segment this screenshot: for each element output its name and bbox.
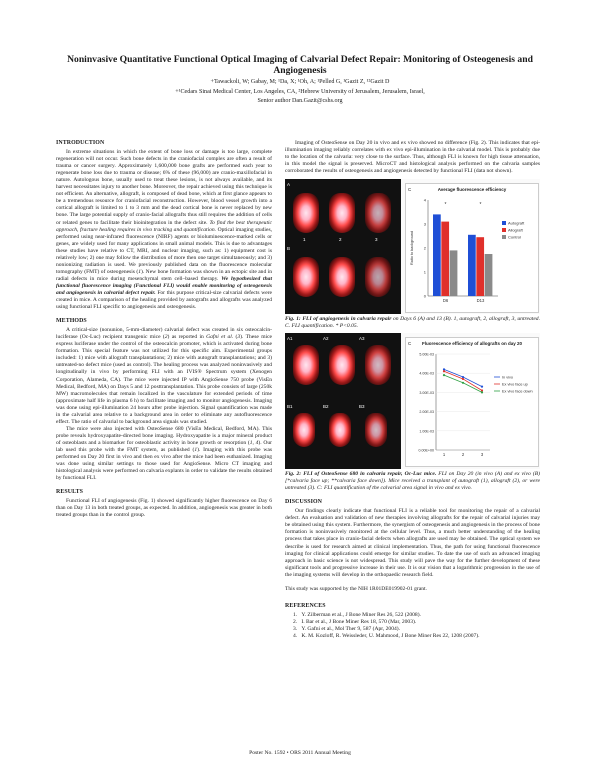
chart1-legend-swatch xyxy=(502,221,506,225)
methods-text-2-mid: ). Our lab used this probe with the FMT system, as published ( xyxy=(56,439,272,453)
intro-text-cont: Optical imaging studies, performed using near-infrared fluorescence (NIRF) agents or bioluminescence-marked cells or genes, are widely used for many applications in small animal models. This is due to advantages these studies have relative to CT, MRI, and nuclear imaging, such as: 1) equipment cost is relatively low; 2) one may follow the distribution of more then one target simultaneously; and 3) nonionizing radiation is used. We previously published data on the fluorescence molecular tomography (FMT) of osteogenesis ( xyxy=(56,226,272,275)
fig1-mouse-label-2: 2 xyxy=(339,237,342,243)
chart2-point xyxy=(443,368,445,370)
fig2-label-a3: A3 xyxy=(359,336,365,342)
affiliation-line: +¹Cedars Sinai Medical Center, Los Angeles, CA, ²Hebrew University of Jerusalem, Jerusalem, Israel, xyxy=(175,88,425,95)
chart1-legend-swatch xyxy=(502,228,506,232)
chart2-legend-label: Ex vivo face up xyxy=(502,382,528,387)
poster-footer: Poster No. 1592 • ORS 2011 Annual Meeting xyxy=(249,750,351,756)
discussion-paragraph: Our findings clearly indicate that functional FLI is a reliable tool for monitoring the repair of a calvarial defect. An evaluation and validation of new therapies involving allografts for the repair of calvarial injuries may be obtained using this system. Furthermore, the synergism of osteogenesis and angiogenesis in the process of bone formation is noninvasively monitored at the cellular level. Thus, a much better understanding of the healing process that takes place in cranio-facial defects when allografts are used may be obtained. The optical system we describe is used for research aimed at clinical implementation. Thus, the path for using functional fluorescence imaging for clinical applications could emerge for similar studies. To date the use of such an advanced imaging approach in basic science is not widespread. This study will pave the way for the further development of these significant tools and progressive increase in their use. It is our vision that a logarithmic progression in the use of the imaging systems will develop in the orthopaedic research field. xyxy=(285,508,540,578)
methods-ref4: 1 xyxy=(194,446,198,453)
fig2-label-b1: B1 xyxy=(287,404,293,410)
fig2-caption-bold: Fig. 2: FLI of OsteoSense 680 in calvaria repair, Oc-Luc mice. xyxy=(285,471,437,478)
reference-num: 4. xyxy=(293,632,298,639)
methods-paragraph-2 xyxy=(56,426,272,482)
left-column xyxy=(56,140,272,519)
contact-line: Senior author Dan.Gazit@cshs.org xyxy=(257,98,343,105)
chart1-y-tick-label: 2 xyxy=(423,245,426,251)
fig1-mouse-label-3: 3 xyxy=(375,237,378,243)
figure-2-caption xyxy=(285,471,540,492)
methods-ref3: 1, 4 xyxy=(249,439,259,446)
chart2-point xyxy=(481,386,483,388)
fig1-caption-bold: Fig. 1: FLI of angiogenesis in calvaria repair xyxy=(285,316,392,323)
fig2-label-a1: A1 xyxy=(287,336,293,342)
figure-1 xyxy=(285,179,540,314)
methods-text-rest: ). These mice express luciferase under the control of the osteocalcin promoter, which is activated during bone formation. This special feature was not utilized for this specific aim. Experimental groups included: 1) mice with allograft transplantations; 2) mice with autograft transplantations; and 3) untreated-no defect mice (used as control). The healing process was analyzed noninvasively and longitudinally in vivo by performing FLI with an IVIS® Spectrum system (Xenogen Corporation, Alameda, CA). The mice were injected IP with AngioSense 750 probe (VisEn Medical, Bedford, MA) on Days 5 and 12 posttransplantation. This probe consists of large (250k MW) macromolecules that remain localized in the vasculature for extended periods of time (approximate half life in plasma 6 h) to facilitate imaging and to monitor angiogenesis. Imaging was done using epi-illumination 24 hours after probe injection. Signal quantification was made in the calvarial area relative to a background area in order to eliminate any autofluorescence effect. The ratio of calvarial to background area signals was studied. xyxy=(56,334,272,425)
fig2-label-b3: B3 xyxy=(359,404,365,410)
mouse-image-b1 xyxy=(293,257,319,297)
paper-title: Noninvasive Quantitative Functional Optical Imaging of Calvarial Defect Repair: Monitoring of Osteogenesis and Angiogenesis xyxy=(67,54,533,76)
chart2-y-tick-label: 1.00E-03 xyxy=(419,429,434,434)
chart1-bar xyxy=(450,251,458,297)
mouse-image-a3 xyxy=(365,193,391,233)
chart1-bar xyxy=(468,235,476,296)
methods-text-mid: ) as reported in xyxy=(167,334,204,341)
author-block xyxy=(60,78,540,107)
figure-1-caption xyxy=(285,316,540,330)
mouse-image-a3 xyxy=(365,345,391,385)
mouse-image-a1 xyxy=(293,345,319,385)
fig1-caption-rest: on Days 6 (A) and 13 (B). 1, autograft, 2, allograft, 3, untreated. C. FLI quantification. * P<0.05. xyxy=(285,316,540,330)
chart2-point xyxy=(481,392,483,394)
chart-fluorescence-allografts-day20 xyxy=(405,337,539,467)
chart1-bar xyxy=(433,215,441,297)
chart1-bar xyxy=(441,222,449,296)
chart1-x-tick-label: D13 xyxy=(476,298,485,304)
reference-num: 1. xyxy=(293,611,298,618)
chart1-svg xyxy=(406,184,538,312)
chart1-bar xyxy=(485,254,493,296)
reference-item xyxy=(293,633,540,640)
intro-text: In extreme situations in which the extent of bone loss or damage is too large, complete regeneration will not occur. Such bone defects in the craniofacial complex are often a result of trauma or cancer surgery. Approximately 1,600,000 bone grafts are performed each year to regenerate bone loss due to trauma or disease; 6% of these (96,000) are cranio-maxillofacial in nature. Autologous bone, usually used to treat these lesions, is not always available, and its harvest necessitates injury to another bone. Moreover, the repair achieved using this technique is not efficient. An alternative, allograft, is composed of dead bone, which at first glance appears to be a tremendous resource for craniofacial reconstruction. However, blood vessel growth into a cortical allograft is limited to 1 to 3 mm and the dead cortical bone is never replaced by new bone. The large potential supply of cranio-facial allografts thus still requires the addition of cells or related genes to facilitate their bioinitegration in the defect site. xyxy=(56,149,272,226)
results-paragraph-1: Functional FLI of angiogenesis (Fig. 1) showed significantly higher fluorescence on Day 6 than on Day 13 in both treated groups, as expected. In addition, angiogenesis was greater in both treated groups than in the control group. xyxy=(56,498,272,519)
chart2-y-tick-label: 5.00E-03 xyxy=(419,352,434,357)
hypothesis-text: We hypothesized that functional fluorescence imaging (Functional FLI) would enable monitoring of osteogenesis and angiogenesis in calvarial defect repair. xyxy=(56,275,272,296)
reference-text: Y. Zilberman et al., J Bone Miner Res 26, 522 (2008). xyxy=(301,611,421,618)
chart1-legend-label: Autograft xyxy=(508,220,525,226)
introduction-heading: INTRODUCTION xyxy=(56,140,105,146)
chart1-annotation: * xyxy=(444,202,447,209)
fig2-panel-label-c: C xyxy=(408,341,412,347)
mouse-image-b2 xyxy=(329,257,355,297)
chart2-series-line xyxy=(444,372,482,391)
chart1-legend-swatch xyxy=(502,235,506,239)
references-section xyxy=(285,603,540,640)
chart2-point xyxy=(443,370,445,372)
chart1-y-tick-label: 3 xyxy=(423,221,426,227)
chart1-y-tick-label: 4 xyxy=(423,197,426,203)
fig2-label-b2: B2 xyxy=(323,404,329,410)
figure-2 xyxy=(285,333,540,469)
chart1-annotation: * xyxy=(479,202,482,209)
reference-item xyxy=(293,612,540,619)
methods-heading: METHODS xyxy=(56,318,87,325)
acknowledgment: This study was supported by the NIH 1R01DE019902-01 grant. xyxy=(285,585,427,592)
chart-average-fluorescence xyxy=(405,183,539,313)
chart2-y-tick-label: 2.00E-03 xyxy=(419,410,434,415)
intro-text-cont2: ). New bone formation was shown in an ectopic site and in radial defects in mice during mesenchymal stem cell–based therapy. xyxy=(56,268,272,282)
chart1-x-tick-label: D6 xyxy=(442,298,449,304)
methods-text: A critical-size (nonunion, 5-mm-diameter) calvarial defect was created in six osteocalcin-luciferase (Oc-Luc) recipient transgenic mice ( xyxy=(56,327,272,341)
reference-item xyxy=(293,619,540,626)
fig2-caption-rest: FLI on Day 20 (in vivo (A) and ex vivo (B) [*calvaria face up; **calvaria face down]). Mice received a transplant of autograft (1), allograft (2), or were untreated (3). C: FLI quantification of the calvarial area signal in vivo and ex vivo. xyxy=(285,471,540,492)
chart1-bar xyxy=(476,237,484,296)
methods-ref: 2 xyxy=(164,334,168,341)
chart2-point xyxy=(462,378,464,380)
reference-num: 3. xyxy=(293,625,298,632)
fig1-panel-label-a: A xyxy=(287,182,291,188)
reference-text: I. Bar et al., J Bone Miner Res 18, 570 (Mar, 2003). xyxy=(301,618,417,625)
results-paragraph-2: Imaging of OsteoSense on Day 20 in vivo and ex vivo showed no difference (Fig. 2). This indicates that epi-illumination imaging reliably correlates with ex vivo epi-illumination in the calvarial model. This is probably due to the location of the calvaria: very close to the surface. Thus, although FLI is known for high tissue attenuation, in this model the signal is preserved. MicroCT and histological analysis performed on the calvaria samples corroborated the results of osteogenesis and angiogenesis detected by functional FLI (data not shown). xyxy=(285,140,540,175)
chart1-y-tick-label: 0 xyxy=(423,293,426,299)
authors-line: +Tawackoli, W; Gabay, M; ¹Da, X; ¹Oh, A; ¹Pelled G, ¹Gazit Z, ¹²Gazit D xyxy=(210,79,390,85)
chart2-legend-label: Ex vivo face down xyxy=(502,389,533,394)
chart2-x-tick-label: 2 xyxy=(461,452,465,458)
chart1-y-label: Ratio to background xyxy=(410,231,414,266)
chart1-legend-label: Allograft xyxy=(508,227,523,233)
chart2-x-tick-label: 3 xyxy=(480,452,484,458)
calvaria-image-b3 xyxy=(365,413,387,447)
chart1-y-tick-label: 1 xyxy=(423,269,426,275)
chart2-point xyxy=(462,376,464,378)
chart2-point xyxy=(481,390,483,392)
calvaria-image-b1 xyxy=(293,413,315,447)
fig1-panel-label-c: C xyxy=(408,187,412,193)
mouse-image-a1 xyxy=(293,193,319,233)
intro-text-end: For this purpose critical-size calvarial defects were created in mice. A comparison of the healing provided by autografts and allografts was analyzed using functional FLI specific to angiogenesis and osteogenesis. xyxy=(56,289,272,311)
methods-text-2-rest: ). Imaging with this probe was performed on Day 20 first in vivo and then ex vivo after the mice had been euthanized. Imaging was done using similar settings to those used for AngioSense. Micro CT imaging and histological analysis were performed on calvaria explants in order to validate the results obtained by functional FLI. xyxy=(56,446,272,482)
calvaria-image-b2 xyxy=(329,413,351,447)
intro-ref: 1 xyxy=(138,268,141,275)
chart2-y-tick-label: 3.00E-03 xyxy=(419,391,434,396)
right-column xyxy=(285,140,540,640)
chart2-point xyxy=(443,374,445,376)
reference-item xyxy=(293,626,540,633)
reference-text: K. M. Kozloff, R. Weissleder, U. Mahmood, J Bone Miner Res 22, 1208 (2007). xyxy=(301,632,480,639)
introduction-paragraph xyxy=(56,149,272,311)
methods-paragraph-1: A critical-size (nonunion, 5-mm-diameter) calvarial defect was created in six osteocalcin-luciferase (Oc-Luc) recipient transgenic mice (2) as reported in Gafni et al. (3). These mice express luciferase under the control of the osteocalcin promoter, which is activated during bone formation. This special feature was not utilized for this specific aim. Experimental groups included: 1) mice with allograft transplantations; 2) mice with autograft transplantations; and 3) untreated-no defect mice (used as control). The healing process was analyzed noninvasively and longitudinally in vivo by performing FLI with an IVIS® Spectrum system (Xenogen Corporation, Alameda, CA). The mice were injected IP with AngioSense 750 probe (VisEn Medical, Bedford, MA) on Days 5 and 12 posttransplantation. This probe consists of large (250k MW) macromolecules that remain localized in the vasculature for extended periods of time (approximate half life in plasma 6 h) to facilitate imaging and to monitor angiogenesis. Imaging was done using epi-illumination 24 hours after probe injection. Signal quantification was made in the calvarial area relative to a background area in order to eliminate any autofluorescence effect. The ratio of calvarial to background area signals was studied. xyxy=(56,327,272,425)
chart1-title: Average fluorescence efficiency xyxy=(437,187,507,193)
chart2-title: Fluorescence efficiency of allografts on day 20 xyxy=(421,341,523,347)
fig1-panel-label-b: B xyxy=(287,246,291,252)
chart2-y-tick-label: 0.00E+00 xyxy=(418,448,434,453)
discussion-heading: DISCUSSION xyxy=(285,499,323,506)
references-heading: REFERENCES xyxy=(285,602,326,609)
figure-1-mouse-images xyxy=(285,179,401,314)
chart2-svg xyxy=(406,338,538,466)
results-heading: RESULTS xyxy=(56,489,84,496)
methods-ref2: 3 xyxy=(237,334,241,341)
methods-italic: Gafni et al. xyxy=(206,334,234,341)
mouse-image-b3 xyxy=(365,257,391,297)
mouse-image-a2 xyxy=(329,345,355,385)
chart2-y-tick-label: 4.00E-03 xyxy=(419,371,434,376)
figure-2-mouse-images xyxy=(285,333,401,469)
methods-text-2: The mice were also injected with OsteoSense 680 (VisEn Medical, Bedford, MA). This probe reveals hydroxyapatite-directed bone imaging. Hydroxyapatite is a major mineral product of osteoblasts and a biomarker for osteoblastic activity in bone growth or resorption ( xyxy=(56,425,272,446)
fig1-mouse-label-1: 1 xyxy=(303,237,306,243)
fig2-label-a2: A2 xyxy=(323,336,329,342)
reference-text: Y. Gafni et al., Mol Ther 9, 587 (Apr, 2004). xyxy=(301,625,400,632)
chart2-x-tick-label: 1 xyxy=(442,452,446,458)
chart1-legend-label: Control xyxy=(508,234,521,240)
chart2-point xyxy=(462,382,464,384)
intro-italic: To find the best therapeutic approach, fracture healing requires in vivo tracking and quantification. xyxy=(56,219,273,233)
mouse-image-a2 xyxy=(329,193,355,233)
references-list xyxy=(285,612,540,640)
reference-num: 2. xyxy=(293,618,298,625)
chart2-legend-label: In vivo xyxy=(502,375,513,380)
